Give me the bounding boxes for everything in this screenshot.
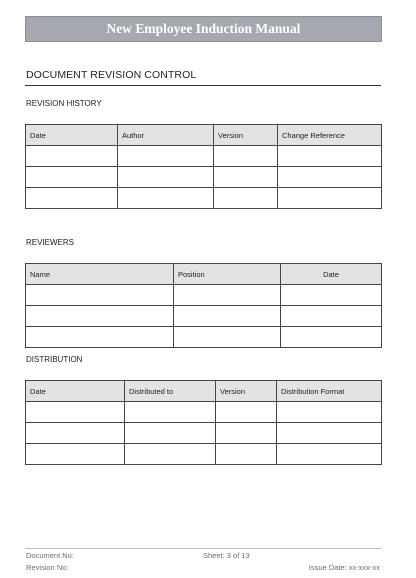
table-row [26, 327, 382, 348]
table-row [26, 285, 382, 306]
table-cell[interactable] [216, 402, 277, 423]
table-cell[interactable] [26, 423, 125, 444]
footer-revision-no: Revision No: [26, 563, 69, 572]
table-cell[interactable] [118, 188, 214, 209]
column-header-version: Version [216, 381, 277, 402]
table-cell[interactable] [26, 167, 118, 188]
table-cell[interactable] [26, 146, 118, 167]
table-cell[interactable] [277, 444, 382, 465]
footer-sheet-number: Sheet: 3 of 13 [203, 551, 250, 560]
column-header-position: Position [174, 264, 281, 285]
table-cell[interactable] [277, 423, 382, 444]
column-header-name: Name [26, 264, 174, 285]
table-cell[interactable] [26, 444, 125, 465]
table-header-row [26, 381, 382, 402]
table-header-row [26, 125, 382, 146]
column-header-change-reference: Change Reference [278, 125, 382, 146]
table-cell[interactable] [281, 327, 382, 348]
title-underline [25, 85, 381, 86]
table-cell[interactable] [125, 402, 216, 423]
reviewers-heading: REVIEWERS [26, 238, 75, 247]
table-cell[interactable] [214, 146, 278, 167]
table-cell[interactable] [278, 146, 382, 167]
table-cell[interactable] [125, 423, 216, 444]
page-title: DOCUMENT REVISION CONTROL [26, 69, 197, 81]
table-row [26, 146, 382, 167]
table-cell[interactable] [174, 285, 281, 306]
table-cell[interactable] [26, 306, 174, 327]
table-row [26, 423, 382, 444]
table-cell[interactable] [26, 402, 125, 423]
table-cell[interactable] [214, 167, 278, 188]
column-header-distributed-to: Distributed to [125, 381, 216, 402]
table-cell[interactable] [26, 188, 118, 209]
table-header-row [26, 264, 382, 285]
column-header-distribution-format: Distribution Format [277, 381, 382, 402]
table-cell[interactable] [174, 306, 281, 327]
table-cell[interactable] [174, 327, 281, 348]
column-header-date: Date [26, 125, 118, 146]
column-header-date: Date [26, 381, 125, 402]
table-cell[interactable] [281, 285, 382, 306]
table-cell[interactable] [281, 306, 382, 327]
table-row [26, 444, 382, 465]
table-cell[interactable] [278, 167, 382, 188]
distribution-heading: DISTRIBUTION [26, 355, 83, 364]
table-row [26, 188, 382, 209]
manual-title-banner: New Employee Induction Manual [25, 16, 382, 42]
table-cell[interactable] [118, 167, 214, 188]
table-cell[interactable] [125, 444, 216, 465]
table-cell[interactable] [26, 327, 174, 348]
table-cell[interactable] [277, 402, 382, 423]
table-row [26, 306, 382, 327]
column-header-date: Date [281, 264, 382, 285]
revision-history-heading: REVISION HISTORY [26, 99, 102, 108]
distribution-table [25, 380, 382, 465]
column-header-author: Author [118, 125, 214, 146]
footer-document-no: Document No: [26, 551, 74, 560]
reviewers-table [25, 263, 382, 348]
footer-issue-date: Issue Date: xx-xxx-xx [308, 563, 380, 572]
revision-history-table [25, 124, 382, 209]
table-cell[interactable] [216, 423, 277, 444]
table-cell[interactable] [216, 444, 277, 465]
table-cell[interactable] [118, 146, 214, 167]
table-row [26, 167, 382, 188]
column-header-version: Version [214, 125, 278, 146]
table-cell[interactable] [278, 188, 382, 209]
table-row [26, 402, 382, 423]
table-cell[interactable] [26, 285, 174, 306]
footer-divider [25, 548, 381, 549]
table-cell[interactable] [214, 188, 278, 209]
